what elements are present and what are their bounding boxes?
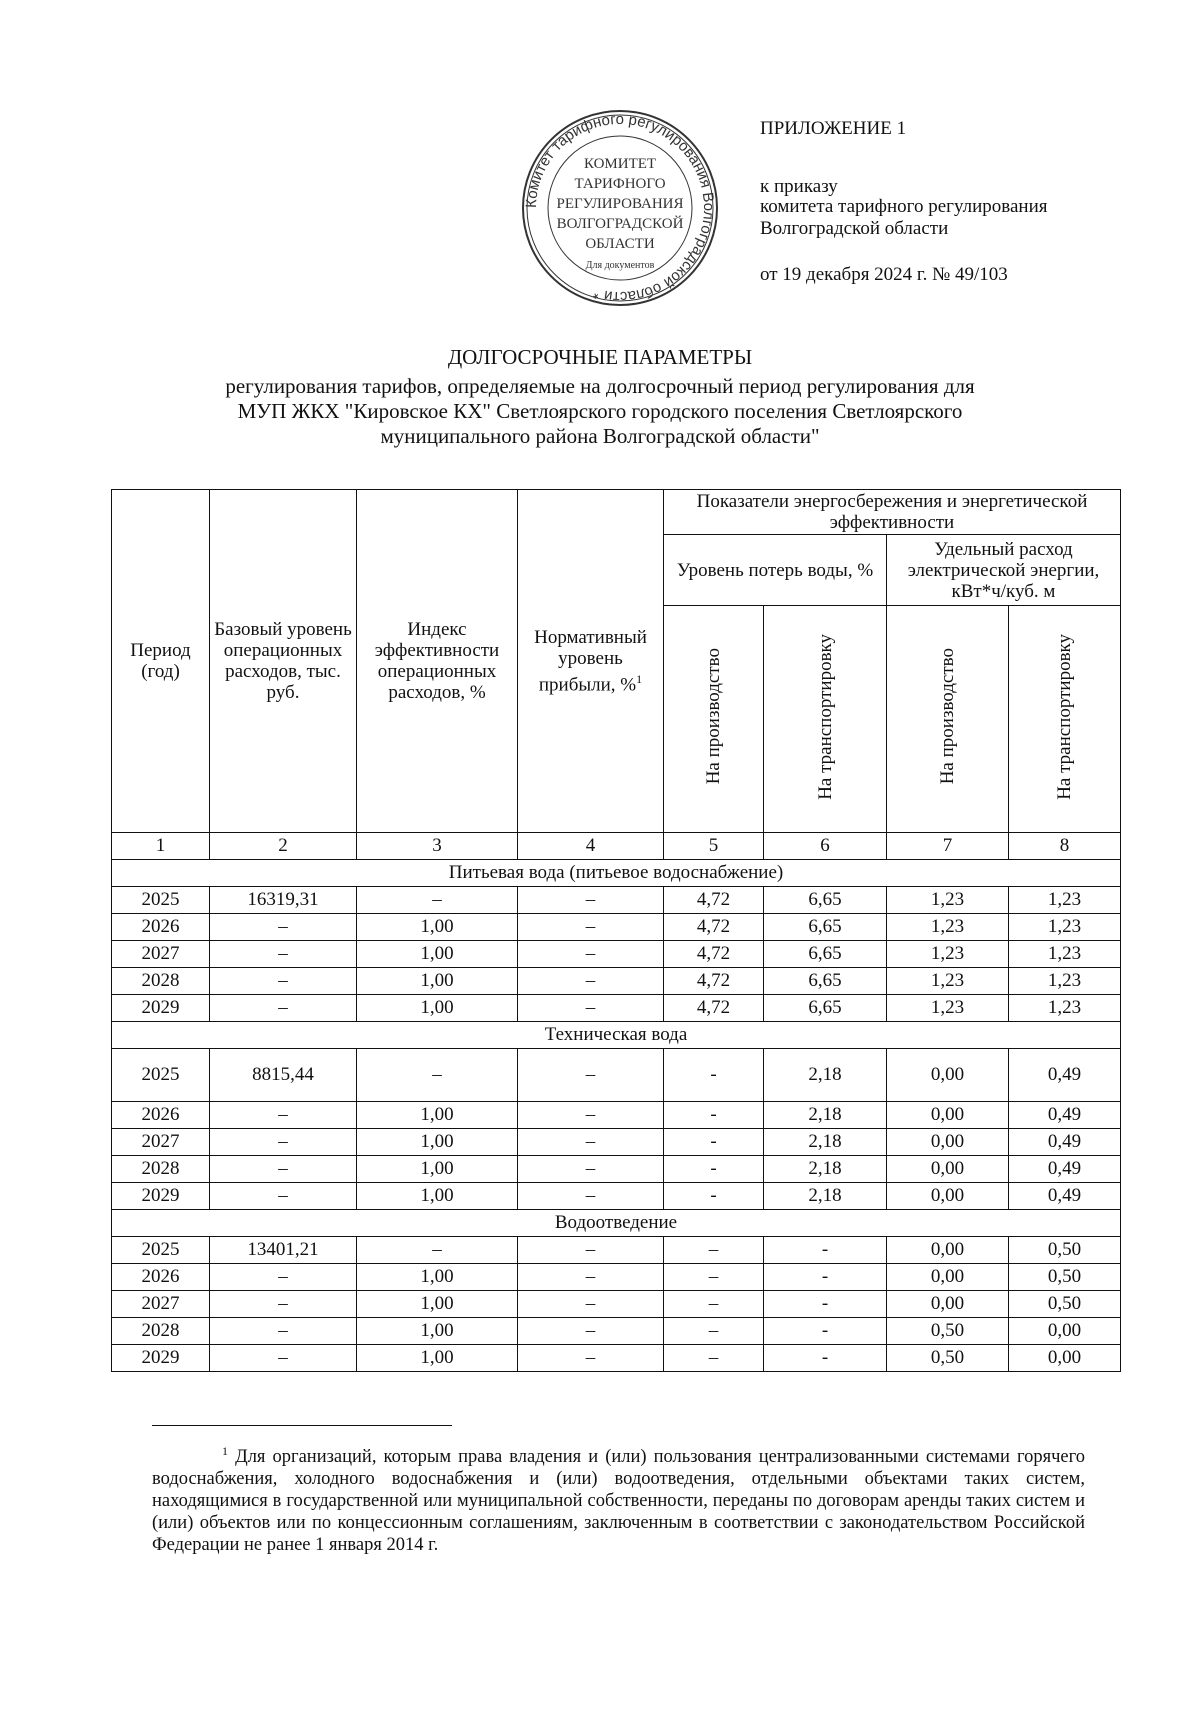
table-cell: – [518,1183,664,1210]
table-cell: 1,00 [357,914,518,941]
svg-text:КОМИТЕТ: КОМИТЕТ [583,156,657,172]
table-cell: - [664,1049,764,1102]
table-cell: - [764,1264,887,1291]
table-cell: 1,00 [357,1183,518,1210]
header-elec-trans: На транспортировку [1009,606,1121,833]
table-cell: – [664,1345,764,1372]
table-row [112,1264,1121,1291]
table-cell: - [664,1102,764,1129]
svg-text:ТАРИФНОГО: ТАРИФНОГО [574,176,666,192]
table-cell: – [210,995,357,1022]
table-cell: 4,72 [664,995,764,1022]
table-cell: 2027 [112,1129,210,1156]
table-cell: 4,72 [664,914,764,941]
table-cell: 2029 [112,995,210,1022]
to-order: к приказу [760,176,838,197]
table-cell: 1,00 [357,1102,518,1129]
table-cell: 4,72 [664,887,764,914]
column-number: 6 [764,833,887,860]
doc-subtitle-2: МУП ЖКХ "Кировское КХ" Светлоярского городского поселения Светлоярского [237,399,963,423]
table-cell: – [357,1237,518,1264]
table-cell: 2025 [112,1049,210,1102]
table-row [112,887,1121,914]
header-losses-prod: На производство [664,606,764,833]
column-number: 3 [357,833,518,860]
table-cell: – [210,1345,357,1372]
table-cell: – [518,887,664,914]
table-cell: 6,65 [764,914,887,941]
table-cell: 1,00 [357,968,518,995]
table-cell: – [210,1318,357,1345]
svg-text:ОБЛАСТИ: ОБЛАСТИ [585,236,655,252]
column-number: 4 [518,833,664,860]
svg-text:РЕГУЛИРОВАНИЯ: РЕГУЛИРОВАНИЯ [556,196,684,212]
table-cell: 2026 [112,1264,210,1291]
table-cell: – [210,1102,357,1129]
table-cell: 1,00 [357,1129,518,1156]
header-base: Базовый уровень операционных расходов, тыс. руб. [210,490,357,833]
table-cell: 1,23 [1009,914,1121,941]
table-row [112,968,1121,995]
section-title: Техническая вода [112,1022,1121,1049]
section-title: Питьевая вода (питьевое водоснабжение) [112,860,1121,887]
table-cell: – [518,1049,664,1102]
table-row [112,1183,1121,1210]
table-cell: 0,00 [887,1237,1009,1264]
table-cell: 1,00 [357,1345,518,1372]
column-number: 8 [1009,833,1121,860]
table-cell: 1,00 [357,1156,518,1183]
svg-text:ВОЛГОГРАДСКОЙ: ВОЛГОГРАДСКОЙ [556,216,684,232]
table-cell: 1,00 [357,1318,518,1345]
official-stamp [520,108,720,308]
table-cell: 0,00 [887,1183,1009,1210]
table-cell: – [210,1183,357,1210]
table-cell: – [210,1264,357,1291]
table-cell: – [518,968,664,995]
appendix-label: ПРИЛОЖЕНИЕ 1 [760,118,907,139]
table-cell: – [518,1102,664,1129]
header-losses-trans: На транспортировку [764,606,887,833]
table-cell: - [664,1183,764,1210]
table-row [112,1129,1121,1156]
table-cell: 2,18 [764,1049,887,1102]
header-elec-prod: На производство [887,606,1009,833]
table-cell: 0,00 [1009,1318,1121,1345]
header-energy: Показатели энергосбережения и энергетической эффективности [664,490,1121,535]
table-cell: 0,00 [887,1129,1009,1156]
table-cell: 0,00 [887,1264,1009,1291]
table-cell: 6,65 [764,968,887,995]
table-cell: 1,23 [887,914,1009,941]
table-cell: 0,00 [887,1291,1009,1318]
table-cell: 4,72 [664,941,764,968]
doc-subtitle-1: регулирования тарифов, определяемые на долгосрочный период регулирования для [225,374,975,398]
table-cell: 1,23 [887,887,1009,914]
header-index: Индекс эффективности операционных расходов, % [357,490,518,833]
table-cell: – [210,941,357,968]
table-cell: 0,00 [887,1049,1009,1102]
table-row [112,1345,1121,1372]
column-number: 7 [887,833,1009,860]
table-cell: 6,65 [764,941,887,968]
table-cell: – [357,1049,518,1102]
table-row [112,1156,1121,1183]
table-cell: 1,00 [357,1291,518,1318]
table-cell: – [518,1129,664,1156]
table-cell: 0,50 [887,1318,1009,1345]
column-number: 1 [112,833,210,860]
table-cell: 2025 [112,887,210,914]
table-cell: 2026 [112,914,210,941]
header-electricity: Удельный расход электрической энергии, кВт*ч/куб. м [887,535,1121,606]
table-cell: 16319,31 [210,887,357,914]
table-cell: – [664,1318,764,1345]
table-row [112,1049,1121,1102]
table-row [112,1102,1121,1129]
table-cell: 1,23 [1009,968,1121,995]
table-cell: – [210,1156,357,1183]
parameters-table [111,489,1121,1372]
table-cell: – [518,1264,664,1291]
table-cell: 1,00 [357,1264,518,1291]
table-cell: - [764,1291,887,1318]
table-cell: 2027 [112,1291,210,1318]
table-cell: – [210,1291,357,1318]
table-row [112,1291,1121,1318]
table-cell: 8815,44 [210,1049,357,1102]
table-cell: 2028 [112,968,210,995]
table-cell: 0,00 [887,1156,1009,1183]
table-cell: 2,18 [764,1156,887,1183]
table-cell: - [764,1318,887,1345]
table-cell: 0,50 [1009,1291,1121,1318]
date-number: от 19 декабря 2024 г. № 49/103 [760,264,1008,285]
table-cell: – [210,914,357,941]
table-cell: - [764,1237,887,1264]
table-cell: 6,65 [764,995,887,1022]
table-cell: 2028 [112,1318,210,1345]
table-cell: 2,18 [764,1183,887,1210]
table-cell: – [518,1237,664,1264]
table-cell: 2,18 [764,1102,887,1129]
table-cell: – [518,1345,664,1372]
footnote: $^1$ Для организаций, которым права владения и (или) пользования централизованными системами горячего водоснабжения, холодного водоснабжения и (или) водоотведения, отдельными объектами таких систем, находящимися в государственной или муниципальной собственности, переданы по договорам аренды таких систем и (или) объектов или по концессионным соглашениям, заключенным в соответствии с законодательством Российской Федерации не ранее 1 января 2014 г. [152,1444,1085,1556]
table-cell: 0,50 [1009,1237,1121,1264]
table-cell: 1,00 [357,995,518,1022]
table-cell: – [518,941,664,968]
footnote-divider [152,1425,452,1426]
table-cell: – [357,887,518,914]
table-cell: - [664,1156,764,1183]
table-row [112,995,1121,1022]
table-cell: – [664,1291,764,1318]
table-cell: 1,23 [887,968,1009,995]
table-cell: – [210,968,357,995]
table-cell: 0,00 [1009,1345,1121,1372]
table-cell: 4,72 [664,968,764,995]
table-cell: – [518,995,664,1022]
table-cell: 0,49 [1009,1183,1121,1210]
svg-text:Для документов: Для документов [585,260,655,271]
table-cell: 2029 [112,1345,210,1372]
table-cell: 2028 [112,1156,210,1183]
table-row [112,914,1121,941]
table-row [112,1237,1121,1264]
table-cell: 2027 [112,941,210,968]
table-cell: 1,00 [357,941,518,968]
table-cell: 0,49 [1009,1156,1121,1183]
table-cell: 0,50 [1009,1264,1121,1291]
table-cell: – [210,1129,357,1156]
column-number: 5 [664,833,764,860]
table-row [112,1318,1121,1345]
table-cell: – [518,1291,664,1318]
table-cell: 13401,21 [210,1237,357,1264]
column-number: 2 [210,833,357,860]
table-cell: 6,65 [764,887,887,914]
header-losses: Уровень потерь воды, % [664,535,887,606]
table-cell: 0,49 [1009,1129,1121,1156]
table-cell: - [764,1345,887,1372]
table-cell: 2025 [112,1237,210,1264]
table-cell: – [664,1264,764,1291]
table-cell: – [518,1156,664,1183]
header-profit: Нормативный уровень прибыли, %$^1$ [518,490,664,833]
table-cell: 0,50 [887,1345,1009,1372]
table-cell: – [664,1237,764,1264]
section-title: Водоотведение [112,1210,1121,1237]
table-cell: – [518,914,664,941]
doc-title: ДОЛГОСРОЧНЫЕ ПАРАМЕТРЫ [447,345,753,369]
table-cell: 1,23 [1009,941,1121,968]
table-cell: 2026 [112,1102,210,1129]
table-cell: 0,49 [1009,1102,1121,1129]
doc-subtitle-3: муниципального района Волгоградской области" [380,424,820,448]
header-period: Период (год) [112,490,210,833]
table-cell: 1,23 [887,995,1009,1022]
committee: комитета тарифного регулирования [760,196,1048,217]
table-cell: 1,23 [1009,887,1121,914]
table-row [112,941,1121,968]
table-cell: - [664,1129,764,1156]
table-cell: 2029 [112,1183,210,1210]
table-cell: – [518,1318,664,1345]
table-cell: 0,49 [1009,1049,1121,1102]
region: Волгоградской области [760,218,949,239]
svg-text:Комитет тарифного регулировани: Комитет тарифного регулирования Волгоградской области * [522,110,718,306]
table-cell: 1,23 [887,941,1009,968]
table-cell: 2,18 [764,1129,887,1156]
table-cell: 0,00 [887,1102,1009,1129]
table-cell: 1,23 [1009,995,1121,1022]
